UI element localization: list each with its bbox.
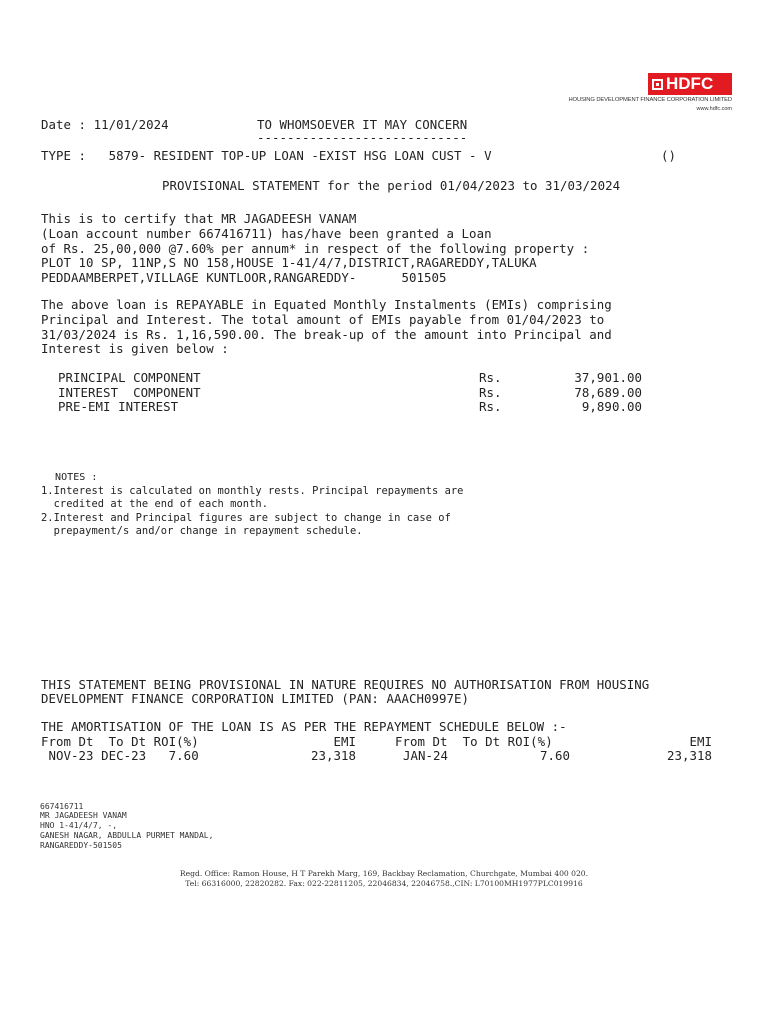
logo-url: www.hdfc.com <box>696 106 732 112</box>
component-label: INTEREST COMPONENT <box>58 385 201 400</box>
address-line-2: MR JAGADEESH VANAM <box>40 811 127 820</box>
schedule-row-emi: 23,318 <box>310 748 356 763</box>
footer-contact: Tel: 66316000, 22820282. Fax: 022-22811205, 22046834, 22046758.,CIN: L70100MH1977PLC019916 <box>185 879 583 888</box>
component-amount: 37,901.00 <box>574 370 642 385</box>
component-amount: 9,890.00 <box>581 399 642 414</box>
component-currency: Rs. <box>479 399 502 414</box>
provisional-line-2: DEVELOPMENT FINANCE CORPORATION LIMITED (PAN: AAACH0997E) <box>41 691 470 706</box>
schedule-header-left: From Dt To Dt ROI(%) <box>41 734 199 749</box>
schedule-header-emi: EMI <box>333 734 356 749</box>
loan-type-line: TYPE : 5879- RESIDENT TOP-UP LOAN -EXIST HSG LOAN CUST - V <box>41 148 492 163</box>
address-line-1: 667416711 <box>40 802 84 811</box>
certify-line-3: of Rs. 25,00,000 @7.60% per annum* in respect of the following property : <box>41 241 590 256</box>
footer-registered-office: Regd. Office: Ramon House, H T Parekh Marg, 169, Backbay Reclamation, Churchgate, Mumbai 400 020. <box>179 869 589 878</box>
repayable-line-4: Interest is given below : <box>41 341 229 356</box>
note-line-3: 2.Interest and Principal figures are subject to change in case of <box>41 512 451 524</box>
statement-title: PROVISIONAL STATEMENT for the period 01/04/2023 to 31/03/2024 <box>162 178 621 193</box>
address-line-4: GANESH NAGAR, ABDULLA PURMET MANDAL, <box>40 831 214 840</box>
certify-line-5: PEDDAAMBERPET,VILLAGE KUNTLOOR,RANGAREDDY- 501505 <box>41 270 447 285</box>
schedule-row-from: JAN-24 <box>403 748 449 763</box>
concern-heading: TO WHOMSOEVER IT MAY CONCERN <box>257 117 468 132</box>
note-line-2: credited at the end of each month. <box>41 498 269 510</box>
component-currency: Rs. <box>479 385 502 400</box>
hdfc-logo-icon <box>652 79 663 90</box>
logo-brand: HDFC <box>666 74 714 93</box>
schedule-header-mid: From Dt To Dt ROI(%) <box>395 734 553 749</box>
schedule-row-emi: 23,318 <box>666 748 712 763</box>
component-label: PRE-EMI INTEREST <box>58 399 179 414</box>
note-line-4: prepayment/s and/or change in repayment schedule. <box>41 525 363 537</box>
logo-subtitle: HOUSING DEVELOPMENT FINANCE CORPORATION LIMITED <box>568 97 732 103</box>
hdfc-logo <box>648 73 732 95</box>
component-currency: Rs. <box>479 370 502 385</box>
address-line-3: HNO 1-41/4/7, -, <box>40 821 118 830</box>
certify-line-2: (Loan account number 667416711) has/have been granted a Loan <box>41 226 492 241</box>
certify-line-1: This is to certify that MR JAGADEESH VANAM <box>41 211 357 226</box>
loan-type-suffix: () <box>661 148 677 163</box>
concern-underline: ---------------------------- <box>257 130 468 145</box>
address-line-5: RANGAREDDY-501505 <box>40 841 122 850</box>
schedule-title: THE AMORTISATION OF THE LOAN IS AS PER THE REPAYMENT SCHEDULE BELOW :- <box>41 719 567 734</box>
schedule-row-roi: 7.60 <box>540 748 571 763</box>
repayable-line-1: The above loan is REPAYABLE in Equated Monthly Instalments (EMIs) comprising <box>41 297 612 312</box>
repayable-line-2: Principal and Interest. The total amount of EMIs payable from 01/04/2023 to <box>41 312 605 327</box>
certify-line-4: PLOT 10 SP, 11NP,S NO 158,HOUSE 1-41/4/7,DISTRICT,RAGAREDDY,TALUKA <box>41 255 537 270</box>
component-amount: 78,689.00 <box>574 385 642 400</box>
schedule-header-emi: EMI <box>689 734 712 749</box>
provisional-line-1: THIS STATEMENT BEING PROVISIONAL IN NATURE REQUIRES NO AUTHORISATION FROM HOUSING <box>41 677 650 692</box>
date-line: Date : 11/01/2024 <box>41 117 169 132</box>
repayable-line-3: 31/03/2024 is Rs. 1,16,590.00. The break-up of the amount into Principal and <box>41 327 612 342</box>
notes-title: NOTES : <box>55 472 98 483</box>
note-line-1: 1.Interest is calculated on monthly rests. Principal repayments are <box>41 485 464 497</box>
component-label: PRINCIPAL COMPONENT <box>58 370 201 385</box>
schedule-row-period: NOV-23 DEC-23 7.60 <box>41 748 199 763</box>
